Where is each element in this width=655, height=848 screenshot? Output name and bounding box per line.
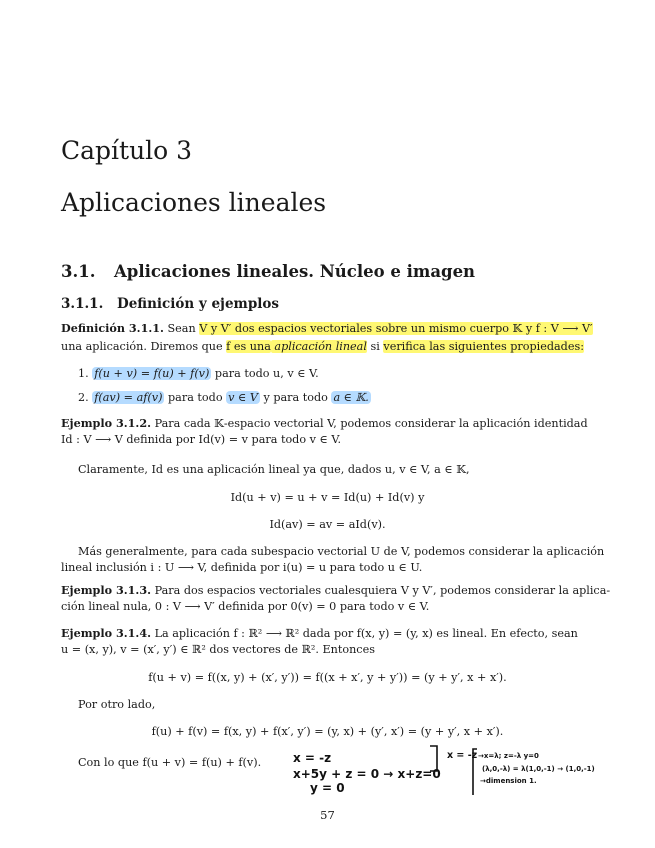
example-4-line-4: Con lo que f(u + v) = f(u) + f(v). — [78, 756, 262, 769]
definition-text: Sean — [167, 322, 200, 335]
handwritten-line: x = -z — [447, 750, 478, 761]
definition-text: si — [366, 340, 384, 353]
section-number: 3.1. — [61, 262, 96, 281]
example-2-line-2: Id : V ⟶ V definida por Id(v) = v para todo v ∈ V. — [61, 433, 342, 446]
example-label: Ejemplo 3.1.3. — [61, 583, 151, 597]
handwritten-line: y = 0 — [310, 781, 345, 795]
highlight-yellow: f es una — [226, 340, 271, 353]
handwritten-line: →x=λ; z=-λ y=0 — [478, 752, 539, 760]
example-text: Para dos espacios vectoriales cualesquiera V y V′, podemos considerar la aplica- — [154, 584, 611, 597]
definition-label: Definición 3.1.1. — [61, 321, 164, 335]
handwritten-line: x+5y + z = 0 → x+z=0 — [293, 767, 441, 781]
handwritten-line: (λ,0,-λ) = λ(1,0,-1) → (1,0,-1) — [482, 765, 595, 773]
equation: Id(u + v) = u + v = Id(u) + Id(v) y — [230, 491, 425, 504]
example-text: La aplicación f : ℝ² ⟶ ℝ² dada por f(x, y) = (y, x) es lineal. En efecto, sean — [154, 627, 578, 640]
property-text: para todo — [164, 391, 227, 404]
example-2-line-4: Más generalmente, para cada subespacio vectorial U de V, podemos considerar la aplicación — [78, 545, 605, 558]
handwritten-line: x = -z — [293, 751, 332, 765]
equation: f(u) + f(v) = f(x, y) + f(x′, y′) = (y, x) + (y′, x′) = (y + y′, x + x′). — [151, 725, 504, 738]
example-2-line-5: lineal inclusión i : U ⟶ V, definida por i(u) = u para todo u ∈ U. — [61, 561, 423, 574]
property-text: y para todo — [259, 391, 332, 404]
example-2-line-3: Claramente, Id es una aplicación lineal ya que, dados u, v ∈ V, a ∈ 𝕂, — [78, 463, 470, 476]
chapter-title: Aplicaciones lineales — [61, 188, 327, 217]
highlight-blue: f(u + v) = f(u) + f(v) — [94, 367, 210, 380]
example-text: Para cada 𝕂-espacio vectorial V, podemos considerar la aplicación identidad — [154, 417, 588, 430]
highlight-blue: v ∈ V — [228, 391, 258, 404]
definition-text: una aplicación. Diremos que — [61, 340, 227, 353]
handwritten-line: →dimension 1. — [480, 777, 537, 785]
subsection-title: Definición y ejemplos — [117, 296, 279, 312]
property-text: para todo u, v ∈ V. — [211, 367, 319, 380]
page-number: 57 — [320, 808, 335, 822]
equation: Id(av) = av = aId(v). — [269, 518, 386, 531]
example-label: Ejemplo 3.1.4. — [61, 626, 151, 640]
equation: f(u + v) = f((x, y) + (x′, y′)) = f((x + x′, y + y′)) = (y + y′, x + x′). — [148, 671, 507, 684]
example-3-line-2: ción lineal nula, 0 : V ⟶ V′ definida por 0(v) = 0 para todo v ∈ V. — [61, 600, 430, 613]
section-title: Aplicaciones lineales. Núcleo e imagen — [114, 262, 476, 281]
subsection-number: 3.1.1. — [61, 296, 104, 312]
chapter-label: Capítulo 3 — [61, 136, 193, 165]
highlight-yellow: V y V′ dos espacios vectoriales sobre un mismo cuerpo 𝕂 y f : V ⟶ V′ — [199, 322, 593, 335]
property-number: 2. — [78, 391, 89, 404]
example-4-line-3: Por otro lado, — [78, 698, 156, 711]
highlight-blue: f(av) = af(v) — [94, 391, 163, 404]
example-4-line-2: u = (x, y), v = (x′, y′) ∈ ℝ² dos vectores de ℝ². Entonces — [61, 643, 375, 656]
highlight-yellow-term: aplicación lineal — [270, 340, 367, 353]
property-number: 1. — [78, 367, 89, 380]
highlight-yellow: verifica las siguientes propiedades: — [383, 340, 584, 353]
highlight-blue: a ∈ 𝕂. — [333, 391, 369, 404]
example-label: Ejemplo 3.1.2. — [61, 416, 151, 430]
